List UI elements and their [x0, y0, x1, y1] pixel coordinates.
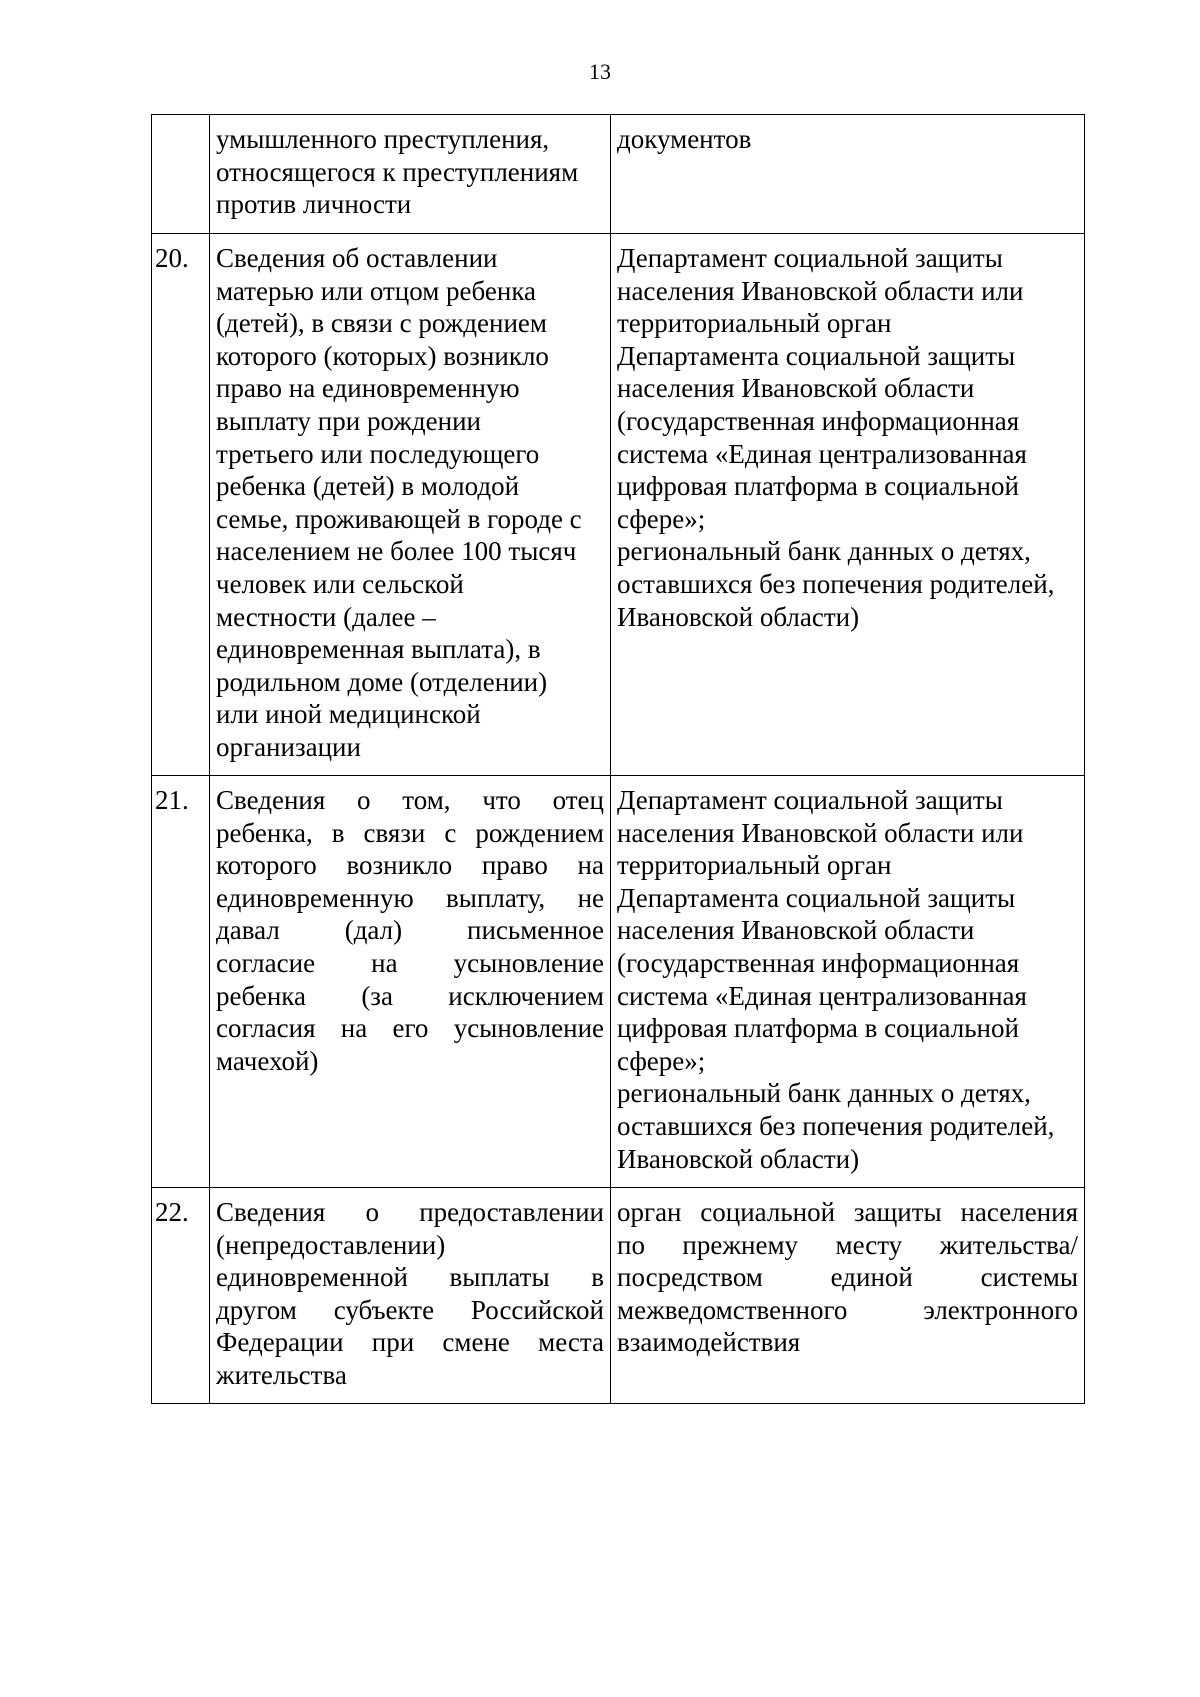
table-row: [152, 776, 1085, 1188]
info-cell: Сведения об оставлении матерью или отцом ребенка (детей), в связи с рождением которого (которых) возникло право на единовременную выплату при рождении третьего или последующего ребенка (детей) в молодой семье, проживающей в городе с населением не более 100 тысяч человек или сельской местности (далее – единовременная выплата), в родильном доме (отделении) или иной медицинской организации: [210, 234, 611, 776]
info-line: жительства: [216, 1359, 347, 1390]
info-cell: [210, 776, 611, 1188]
source-cell: Департамент социальной защиты населения Ивановской области или территориальный орган Департамента социальной защиты населения Ивановской области (государственная информационная система «Единая централизованная цифровая платформа в социальной сфере»; региональный банк данных о детях, оставшихся без попечения родителей, Ивановской области): [611, 776, 1085, 1188]
info-line: (непредоставлении): [216, 1229, 446, 1260]
source-line: орган социальной защиты населения: [617, 1197, 1078, 1227]
row-number-cell: 21.: [152, 776, 210, 1188]
info-line: которого возникло право на: [216, 850, 604, 881]
info-line: согласия на его усыновление: [216, 1013, 604, 1044]
page-number: 13: [589, 59, 611, 84]
info-line: единовременной выплаты в: [216, 1262, 604, 1293]
info-line: ребенка, в связи с рождением: [216, 817, 604, 848]
info-cell: умышленного преступления, относящегося к преступлениям против личности: [210, 115, 611, 234]
source-cell: [611, 1188, 1085, 1404]
info-line: ребенка (за исключением: [216, 980, 604, 1011]
info-line: мачехой): [216, 1045, 319, 1076]
info-line: согласие на усыновление: [216, 947, 604, 978]
source-line: межведомственного электронного: [617, 1294, 1078, 1325]
source-cell: Департамент социальной защиты населения Ивановской области или территориальный орган Департамента социальной защиты населения Ивановской области (государственная информационная система «Единая централизованная цифровая платформа в социальной сфере»; региональный банк данных о детях, оставшихся без попечения родителей, Ивановской области): [611, 234, 1085, 776]
row-number-cell: 20.: [152, 234, 210, 776]
source-line: взаимодействия: [617, 1327, 801, 1358]
info-line: единовременную выплату, не: [216, 882, 604, 913]
info-line: Сведения о том, что отец: [216, 785, 604, 815]
row-number-cell: 22.: [152, 1188, 210, 1404]
info-line: давал (дал) письменное: [216, 915, 604, 946]
info-line: Федерации при смене места: [216, 1327, 604, 1358]
table-row: [152, 234, 1085, 776]
info-line: Сведения о предоставлении: [216, 1197, 604, 1227]
table-row: [152, 115, 1085, 234]
source-line: посредством единой системы: [617, 1262, 1078, 1293]
info-line: другом субъекте Российской: [216, 1294, 604, 1325]
source-cell: документов: [611, 115, 1085, 234]
table-row: [152, 1188, 1085, 1404]
row-number-cell: [152, 115, 210, 234]
info-table: [151, 114, 1085, 1404]
source-line: по прежнему месту жительства/: [617, 1229, 1078, 1260]
info-cell: [210, 1188, 611, 1404]
